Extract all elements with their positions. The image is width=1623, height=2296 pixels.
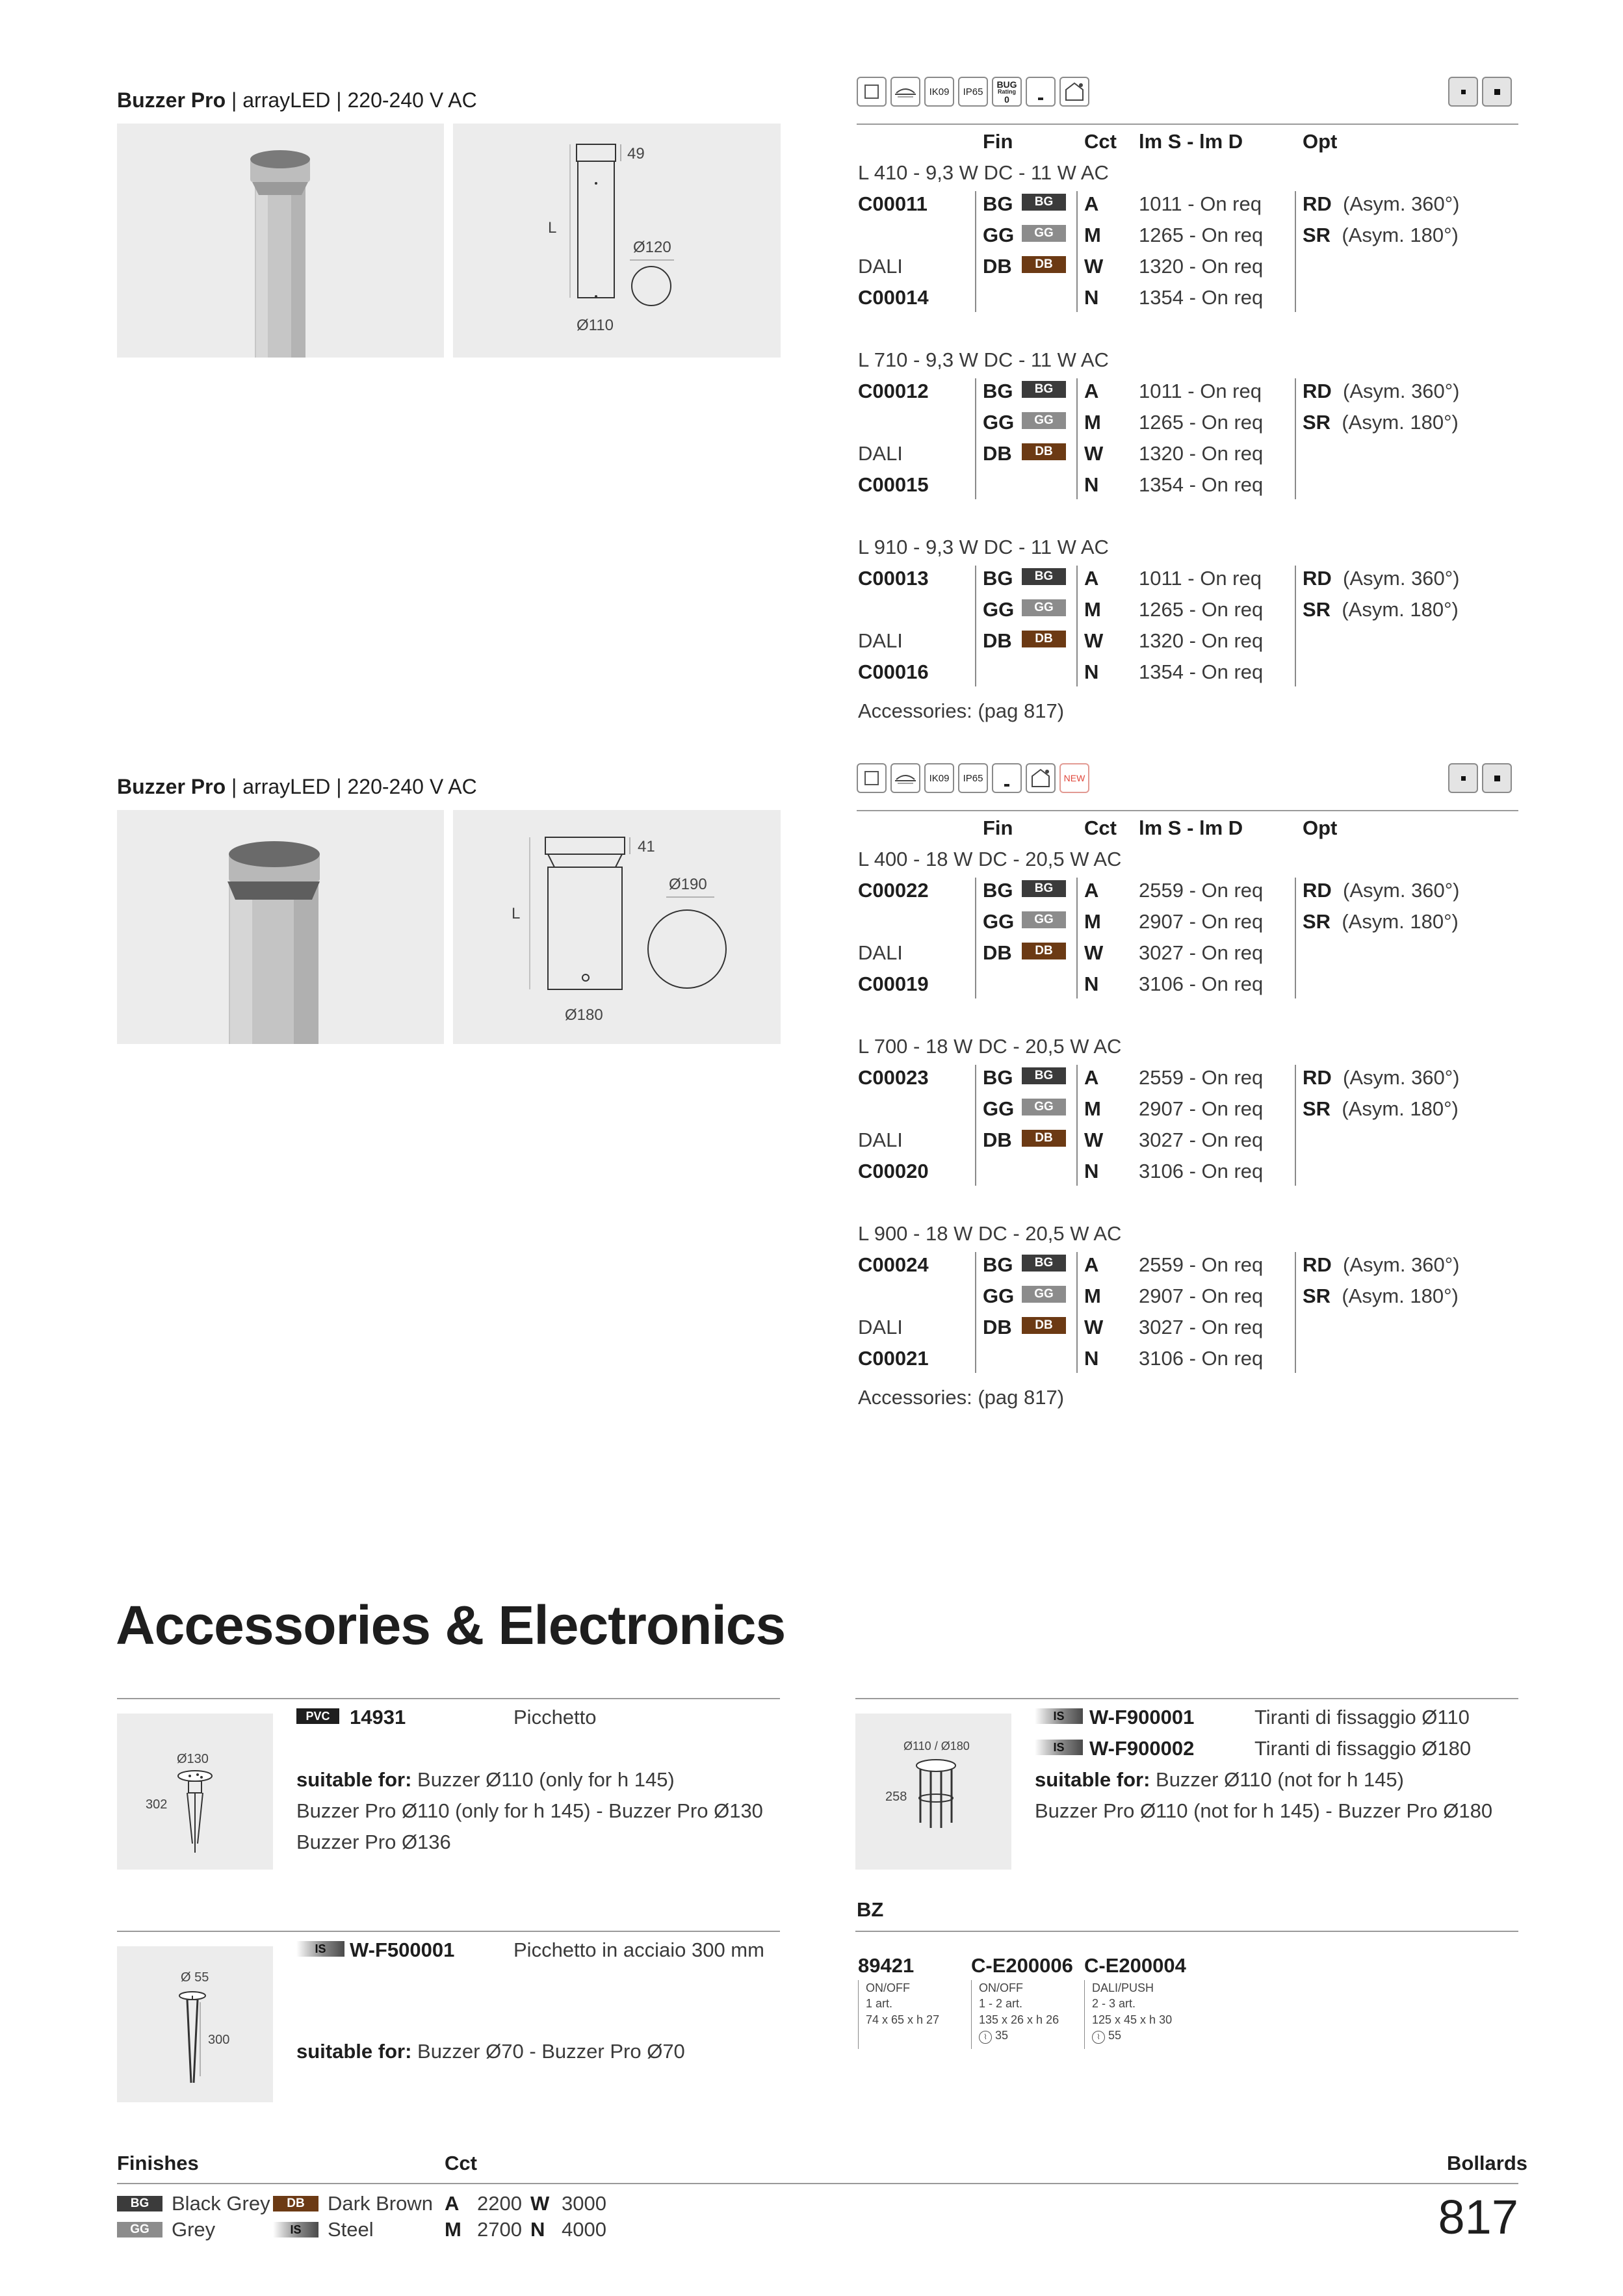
finish-swatch-gg: GG [117,2222,162,2237]
finish-swatch-gg: GG [1022,412,1066,429]
divider-rule [855,1931,1518,1932]
finish-swatch-bg: BG [1022,880,1066,897]
lumen-value: 3106 - On req [1139,972,1264,995]
lumen-value: 1354 - On req [1139,660,1264,683]
bz-title: BZ [857,1898,884,1921]
accessory-name: Tiranti di fissaggio Ø180 [1254,1737,1472,1760]
cct-code: M [1084,910,1101,933]
dim-diameter: Ø130 [177,1752,209,1766]
optic-option: SR (Asym. 180°) [1303,1285,1459,1307]
dim-height: 258 [885,1790,907,1804]
feature-icons [857,763,1089,793]
finish-swatch-bg: BG [117,2196,162,2211]
dim-height: 300 [208,2033,230,2047]
column-divider [858,1980,859,2049]
optic-option: SR (Asym. 180°) [1303,910,1459,933]
section-2-title: Buzzer Pro | arrayLED | 220-240 V AC [117,775,477,798]
column-divider [975,378,976,499]
accessory-code: 14931 [350,1706,406,1729]
finish-swatch-db: DB [1022,256,1066,273]
suitable-for: suitable for: Buzzer Ø110 (not for h 145) [1035,1768,1404,1791]
finish-code: GG [983,224,1015,246]
column-divider [1076,566,1078,686]
optic-option: RD (Asym. 360°) [1303,1253,1460,1276]
finish-code: BG [983,1253,1013,1276]
finish-code: BG [983,380,1013,402]
dim-diameter-bottom: Ø110 [577,317,614,334]
cct-title: Cct [445,2152,477,2174]
lumen-value: 2907 - On req [1139,1285,1264,1307]
surface-mount-icon [1482,77,1512,107]
dali-label: DALI [858,1316,903,1338]
accessory-name: Picchetto in acciaio 300 mm [513,1938,764,1961]
steel-stake-drawing [117,1946,273,2102]
dali-label: DALI [858,442,903,465]
cct-code: N [530,2218,545,2241]
cct-code: M [1084,411,1101,434]
technical-drawing [453,124,781,358]
group-heading: L 410 - 9,3 W DC - 11 W AC [858,161,1109,184]
product-code: C00016 [858,660,929,683]
cct-code: W [1084,1128,1104,1151]
finish-swatch-gg: GG [1022,225,1066,242]
driver-specs: ON/OFF 1 art. 74 x 65 x h 27 [866,1981,940,2026]
column-divider [1295,378,1296,499]
lumen-value: 1265 - On req [1139,598,1264,621]
finish-swatch-db: DB [1022,1317,1066,1334]
optic-option: RD (Asym. 360°) [1303,192,1460,215]
product-code: C00019 [858,972,929,995]
floor-light-icon [992,763,1022,793]
col-opt: Opt [1303,816,1338,839]
dim-top: 41 [638,838,655,855]
finish-swatch-bg: BG [1022,194,1066,211]
product-code: C00022 [858,879,929,902]
finish-code: DB [983,442,1012,465]
dali-label: DALI [858,629,903,652]
finish-code: GG [983,1285,1015,1307]
lumen-value: 3106 - On req [1139,1160,1264,1182]
col-cct: Cct [1084,130,1117,153]
finish-code: GG [983,411,1015,434]
finish-label: Dark Brown [328,2192,433,2215]
column-divider [975,191,976,312]
column-divider [1076,191,1078,312]
column-divider [975,1065,976,1186]
col-fin: Fin [983,816,1013,839]
cct-code: N [1084,972,1099,995]
lumen-value: 3106 - On req [1139,1347,1264,1370]
finish-swatch-bg: BG [1022,381,1066,398]
page-number: 817 [1438,2190,1518,2244]
table-header-rule [857,810,1518,811]
lumen-value: 1320 - On req [1139,442,1264,465]
finish-swatch-db: DB [273,2196,318,2211]
cct-code: A [1084,1253,1099,1276]
mounting-icons [1448,763,1512,793]
dim-length: L [548,219,557,237]
category-label: Bollards [1447,2152,1528,2174]
accessory-code: W-F900001 [1089,1706,1195,1729]
finish-swatch-gg: GG [1022,1099,1066,1115]
finish-swatch-db: DB [1022,943,1066,959]
section-1-title: Buzzer Pro | arrayLED | 220-240 V AC [117,88,477,112]
lumen-value: 3027 - On req [1139,1316,1264,1338]
wall-mount-icon [1448,77,1478,107]
cct-code: W [1084,629,1104,652]
dim-length: L [512,905,521,922]
finish-swatch-db: DB [1022,1130,1066,1147]
accessory-name: Picchetto [513,1706,597,1729]
accessories-title: Accessories & Electronics [116,1595,786,1656]
suitable-for: suitable for: Buzzer Ø110 (only for h 145) [296,1768,675,1791]
table-header-rule [857,124,1518,125]
material-tag-pvc: PVC [296,1708,339,1724]
dim-diameter-right: Ø190 [669,876,707,893]
cct-code: M [1084,224,1101,246]
ik-rating-icon: IK09 [924,77,954,107]
driver-code: C-E200006 [971,1954,1073,1977]
feature-icons [857,77,1089,107]
column-divider [1295,566,1296,686]
cct-code: N [1084,1347,1099,1370]
accessory-code: W-F900002 [1089,1737,1195,1760]
column-divider [1295,1065,1296,1186]
cct-value: 2200 [477,2192,522,2215]
lumen-value: 3027 - On req [1139,1128,1264,1151]
column-divider [971,1980,972,2049]
picchetto-drawing [117,1714,273,1870]
dim-diameter: Ø110 / Ø180 [903,1740,970,1753]
dim-diameter: Ø 55 [181,1970,209,1985]
finish-swatch-db: DB [1022,443,1066,460]
product-code: C00012 [858,380,929,402]
col-cct: Cct [1084,816,1117,839]
finish-label: Grey [172,2218,216,2241]
divider-rule [117,1931,780,1932]
accessories-link[interactable]: Accessories: (pag 817) [858,1386,1065,1409]
cct-code: W [1084,442,1104,465]
cct-code: N [1084,660,1099,683]
lumen-value: 1011 - On req [1139,380,1262,402]
col-lm: lm S - lm D [1139,816,1243,839]
optic-option: SR (Asym. 180°) [1303,411,1459,434]
finish-swatch-bg: BG [1022,1067,1066,1084]
ik-rating-icon: IK09 [924,763,954,793]
cct-code: N [1084,286,1099,309]
finish-swatch-gg: GG [1022,599,1066,616]
divider-rule [117,1698,780,1699]
finish-swatch-gg: GG [1022,911,1066,928]
finish-code: BG [983,567,1013,590]
optic-option: RD (Asym. 360°) [1303,567,1460,590]
cct-code: A [1084,1066,1099,1089]
product-code: C00015 [858,473,929,496]
cct-code: W [1084,941,1104,964]
cct-code: A [1084,380,1099,402]
cct-code: M [1084,598,1101,621]
suitable-for-line: Buzzer Pro Ø136 [296,1831,451,1853]
finish-swatch-gg: GG [1022,1286,1066,1303]
square-icon [857,77,887,107]
cct-code: W [1084,255,1104,278]
suitable-for: suitable for: Buzzer Ø70 - Buzzer Pro Ø70 [296,2040,685,2063]
product-photo [117,124,444,358]
lumen-value: 2907 - On req [1139,1097,1264,1120]
material-tag-is: IS [296,1941,344,1957]
cct-code: N [1084,473,1099,496]
house-icon [1026,763,1056,793]
finish-code: DB [983,1316,1012,1338]
column-divider [1076,1252,1078,1373]
suitable-for-line: Buzzer Pro Ø110 (only for h 145) - Buzzer Pro Ø130 [296,1799,763,1822]
lumen-value: 2907 - On req [1139,910,1264,933]
bug-rating-icon: BUG Rating 0 [992,77,1022,107]
finish-code: DB [983,629,1012,652]
lumen-value: 3027 - On req [1139,941,1264,964]
finish-code: DB [983,941,1012,964]
finish-code: GG [983,598,1015,621]
dali-label: DALI [858,255,903,278]
finish-label: Steel [328,2218,374,2241]
tiranti-drawing [855,1714,1011,1870]
finish-swatch-db: DB [1022,631,1066,647]
col-fin: Fin [983,130,1013,153]
product-code: C00023 [858,1066,929,1089]
cct-code: M [445,2218,461,2241]
material-tag-is: IS [1035,1708,1083,1724]
finish-code: GG [983,1097,1015,1120]
column-divider [975,566,976,686]
ground-light-icon [890,763,920,793]
col-opt: Opt [1303,130,1338,153]
cct-code: A [1084,567,1099,590]
product-code: C00024 [858,1253,929,1276]
lumen-value: 1011 - On req [1139,567,1262,590]
optic-option: RD (Asym. 360°) [1303,879,1460,902]
footer-rule [117,2183,1518,2184]
finish-swatch-bg: BG [1022,568,1066,585]
column-divider [1076,378,1078,499]
dim-top: 49 [627,145,645,163]
column-divider [1076,878,1078,998]
max-power-icon: ⌇ [1092,2031,1105,2044]
lumen-value: 1265 - On req [1139,224,1264,246]
cct-value: 3000 [562,2192,606,2215]
cct-value: 2700 [477,2218,522,2241]
product-code: C00020 [858,1160,929,1182]
finish-code: BG [983,1066,1013,1089]
column-divider [1295,191,1296,312]
product-code: C00021 [858,1347,929,1370]
accessories-link[interactable]: Accessories: (pag 817) [858,699,1065,722]
dali-label: DALI [858,941,903,964]
column-divider [1076,1065,1078,1186]
lumen-value: 2559 - On req [1139,1253,1264,1276]
lumen-value: 1354 - On req [1139,473,1264,496]
cct-code: A [1084,192,1099,215]
product-code: C00014 [858,286,929,309]
floor-light-icon [1026,77,1056,107]
lumen-value: 1265 - On req [1139,411,1264,434]
dim-height: 302 [146,1797,168,1812]
mounting-icons [1448,77,1512,107]
dim-diameter-bottom: Ø180 [565,1006,603,1024]
new-badge-icon: NEW [1059,763,1089,793]
column-divider [1295,878,1296,998]
ip-rating-icon: IP65 [958,763,988,793]
finish-swatch-is: IS [273,2222,318,2237]
cct-code: W [1084,1316,1104,1338]
divider-rule [855,1698,1518,1699]
finish-code: GG [983,910,1015,933]
driver-specs: DALI/PUSH 2 - 3 art. 125 x 45 x h 30 ⌇ 55 [1092,1980,1172,2044]
house-icon [1059,77,1089,107]
column-divider [975,1252,976,1373]
finish-code: DB [983,255,1012,278]
finish-label: Black Grey [172,2192,270,2215]
accessory-name: Tiranti di fissaggio Ø110 [1254,1706,1470,1729]
cct-code: N [1084,1160,1099,1182]
finishes-title: Finishes [117,2152,199,2174]
lumen-value: 2559 - On req [1139,1066,1264,1089]
product-code: C00011 [858,192,928,215]
lumen-value: 1011 - On req [1139,192,1262,215]
col-lm: lm S - lm D [1139,130,1243,153]
square-icon [857,763,887,793]
optic-option: SR (Asym. 180°) [1303,224,1459,246]
group-heading: L 910 - 9,3 W DC - 11 W AC [858,536,1109,558]
cct-value: 4000 [562,2218,606,2241]
cct-code: A [1084,879,1099,902]
accessory-code: W-F500001 [350,1938,455,1961]
cct-code: M [1084,1285,1101,1307]
optic-option: SR (Asym. 180°) [1303,598,1459,621]
cct-code: A [445,2192,460,2215]
group-heading: L 710 - 9,3 W DC - 11 W AC [858,348,1109,371]
material-tag-is: IS [1035,1740,1083,1755]
optic-option: RD (Asym. 360°) [1303,380,1460,402]
product-code: C00013 [858,567,929,590]
product-photo [117,810,444,1044]
group-heading: L 400 - 18 W DC - 20,5 W AC [858,848,1122,870]
cct-code: M [1084,1097,1101,1120]
lumen-value: 1320 - On req [1139,629,1264,652]
optic-option: SR (Asym. 180°) [1303,1097,1459,1120]
driver-code: C-E200004 [1084,1954,1186,1977]
lumen-value: 1320 - On req [1139,255,1264,278]
group-heading: L 900 - 18 W DC - 20,5 W AC [858,1222,1122,1245]
ip-rating-icon: IP65 [958,77,988,107]
lumen-value: 1354 - On req [1139,286,1264,309]
max-power-icon: ⌇ [979,2031,992,2044]
finish-code: DB [983,1128,1012,1151]
column-divider [975,878,976,998]
optic-option: RD (Asym. 360°) [1303,1066,1460,1089]
lumen-value: 2559 - On req [1139,879,1264,902]
group-heading: L 700 - 18 W DC - 20,5 W AC [858,1035,1122,1058]
driver-specs: ON/OFF 1 - 2 art. 135 x 26 x h 26 ⌇ 35 [979,1980,1059,2044]
finish-swatch-bg: BG [1022,1255,1066,1272]
column-divider [1084,1980,1085,2049]
surface-mount-icon [1482,763,1512,793]
wall-mount-icon [1448,763,1478,793]
ground-light-icon [890,77,920,107]
driver-code: 89421 [858,1954,915,1977]
dali-label: DALI [858,1128,903,1151]
column-divider [1295,1252,1296,1373]
technical-drawing [453,810,781,1044]
finish-code: BG [983,879,1013,902]
dim-diameter-right: Ø120 [633,239,671,256]
finish-code: BG [983,192,1013,215]
cct-code: W [530,2192,550,2215]
suitable-for-line: Buzzer Pro Ø110 (not for h 145) - Buzzer Pro Ø180 [1035,1799,1493,1822]
